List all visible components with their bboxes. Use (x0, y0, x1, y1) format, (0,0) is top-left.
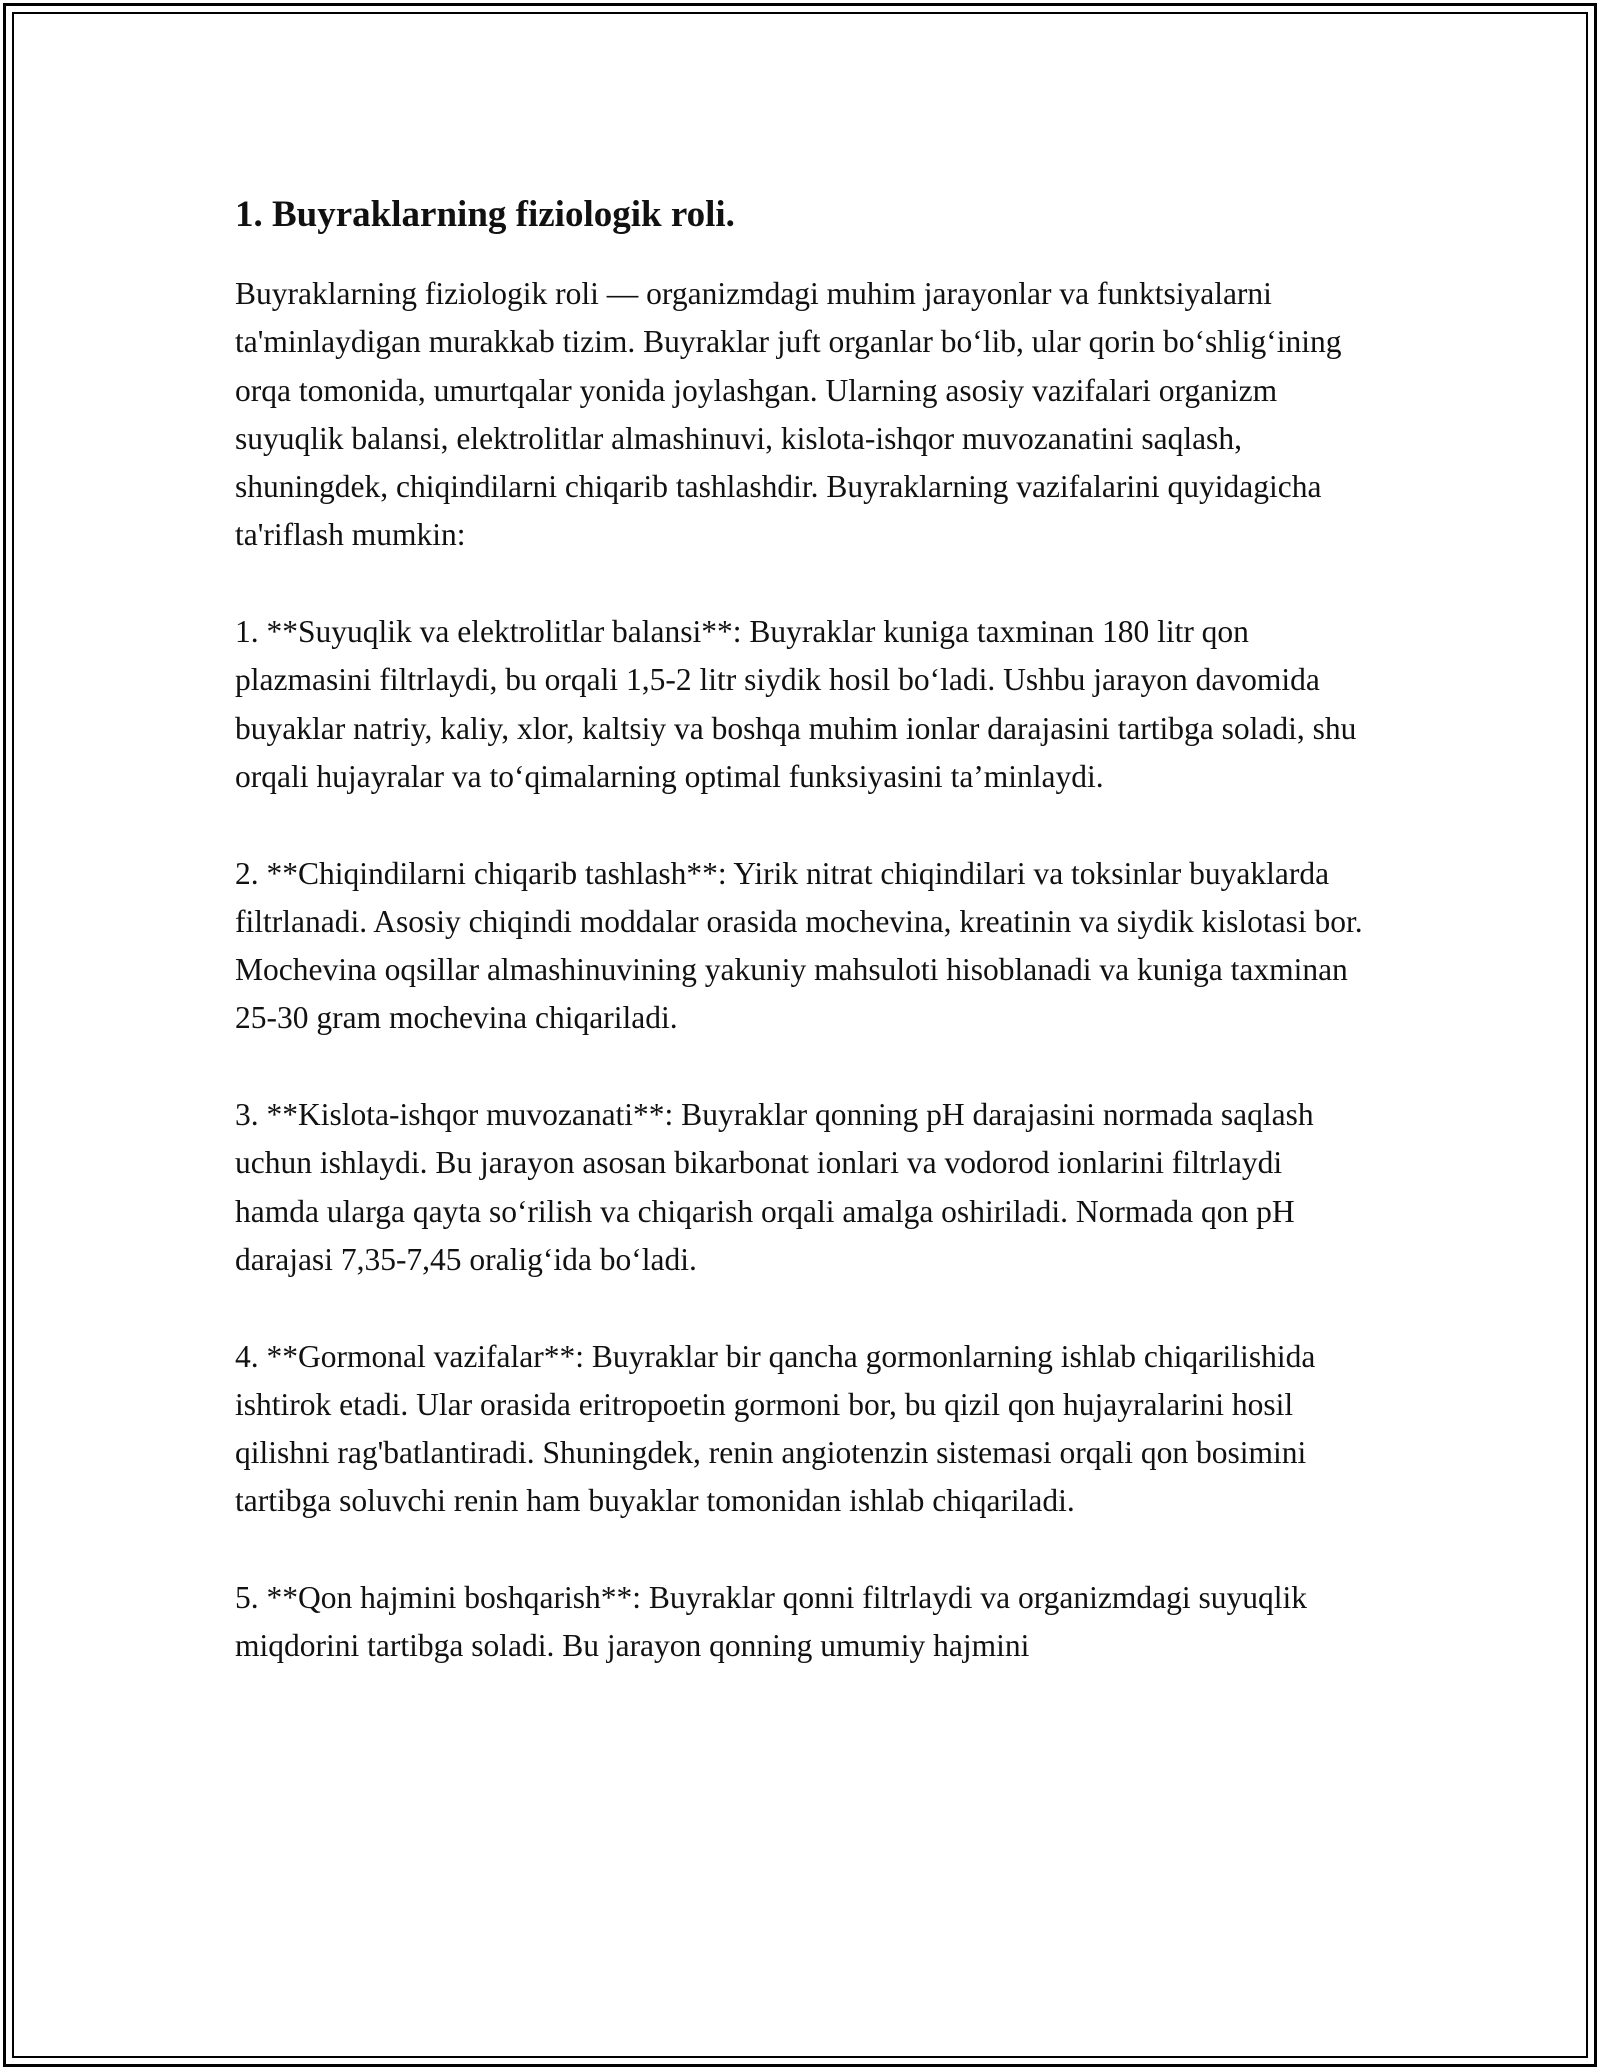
paragraph-fluid-electrolyte-balance: 1. **Suyuqlik va elektrolitlar balansi**: Buyraklar kuniga taxminan 180 litr qon plazmasini filtrlaydi, bu orqali 1,5-2 litr siydik hosil bo‘ladi. Ushbu jarayon davomida buyaklar natriy, kaliy, xlor, kaltsiy va boshqa muhim ionlar darajasini tartibga soladi, shu orqali hujayralar va to‘qimalarning optimal funksiyasini ta’minlaydi. (235, 614, 1357, 794)
paragraph-acid-base-balance: 3. **Kislota-ishqor muvozanati**: Buyraklar qonning pH darajasini normada saqlash uchun ishlaydi. Bu jarayon asosan bikarbonat ionlari va vodorod ionlarini filtrlaydi hamda ularga qayta so‘rilish va chiqarish orqali amalga oshiriladi. Normada qon pH darajasi 7,35-7,45 oralig‘ida bo‘ladi. (235, 1097, 1314, 1277)
paragraph-blood-volume-control: 5. **Qon hajmini boshqarish**: Buyraklar qonni filtrlaydi va organizmdagi suyuqlik miqdorini tartibga soladi. Bu jarayon qonning umumiy hajmini (235, 1580, 1308, 1664)
document-body (235, 188, 1365, 1671)
paragraph-waste-removal: 2. **Chiqindilarni chiqarib tashlash**: Yirik nitrat chiqindilari va toksinlar buyaklarda filtrlanadi. Asosiy chiqindi moddalar orasida mochevina, kreatinin va siydik kislotasi bor. Mochevina oqsillar almashinuvining yakuniy mahsuloti hisoblanadi va kuniga taxminan 25-30 gram mochevina chiqariladi. (235, 855, 1363, 1036)
paragraph-hormonal-functions: 4. **Gormonal vazifalar**: Buyraklar bir qancha gormonlarning ishlab chiqarilishida ishtirok etadi. Ular orasida eritropoetin gormoni bor, bu qizil qon hujayralarini hosil qilishni rag'batlantiradi. Shuningdek, renin angiotenzin sistemasi orqali qon bosimini tartibga soluvchi renin ham buyaklar tomonidan ishlab chiqariladi. (235, 1338, 1316, 1519)
intro-paragraph: Buyraklarning fiziologik roli — organizmdagi muhim jarayonlar va funktsiyalarni ta'minlaydigan murakkab tizim. Buyraklar juft organlar bo‘lib, ular qorin bo‘shlig‘ining orqa tomonida, umurtqalar yonida joylashgan. Ularning asosiy vazifalari organizm suyuqlik balansi, elektrolitlar almashinuvi, kislota-ishqor muvozanatini saqlash, shuningdek, chiqindilarni chiqarib tashlashdir. Buyraklarning vazifalarini quyidagicha ta'riflash mumkin: (235, 276, 1342, 553)
document-title: 1. Buyraklarning fiziologik roli. (235, 194, 735, 235)
